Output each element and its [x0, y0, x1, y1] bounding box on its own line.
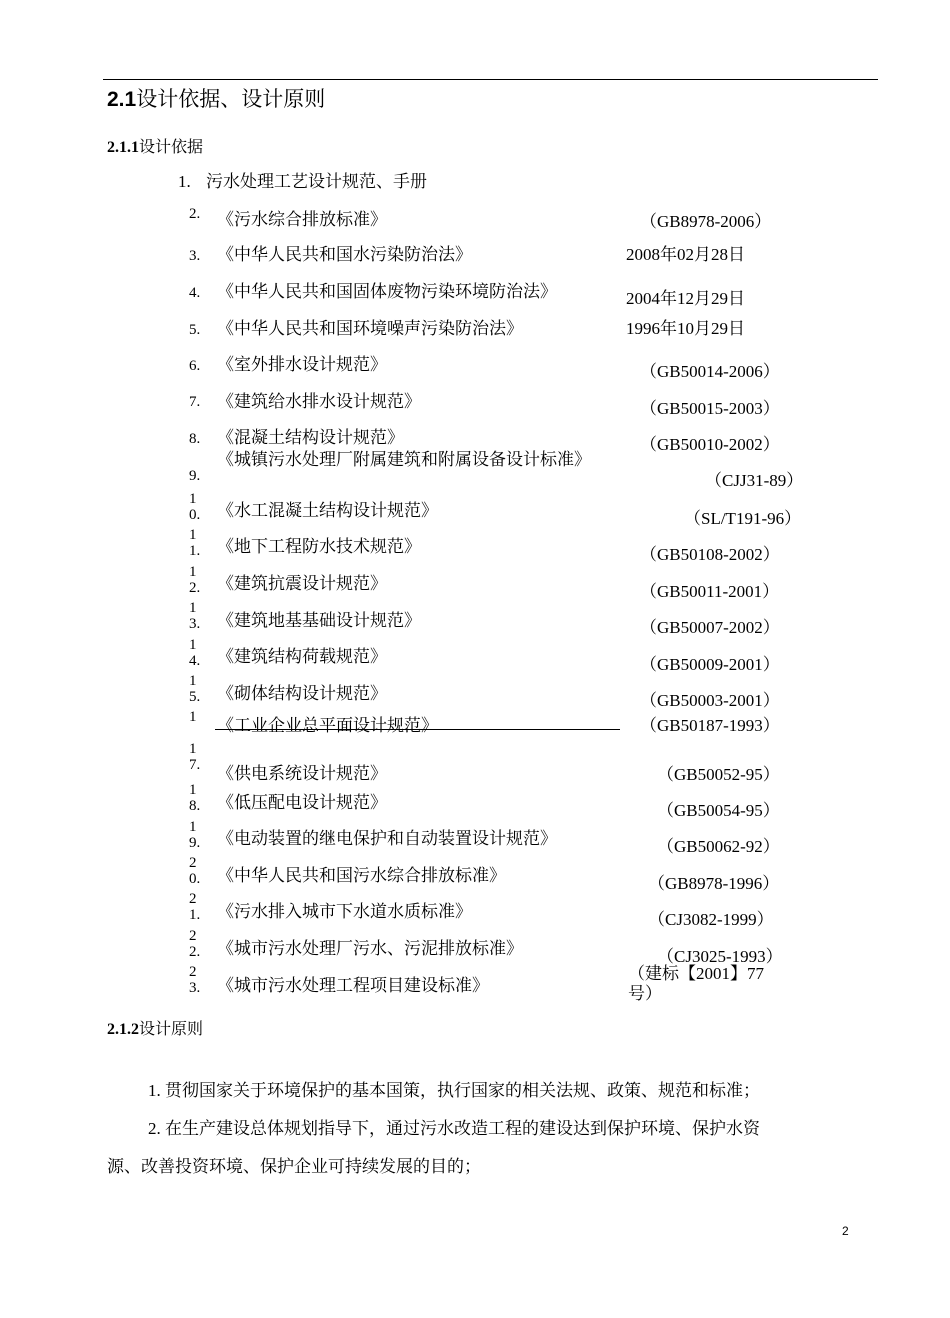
standard-number: 2 3. — [189, 964, 201, 996]
standard-title: 《中华人民共和国环境噪声污染防治法》 — [217, 319, 523, 338]
standard-title: 《室外排水设计规范》 — [217, 355, 387, 374]
standard-number: 8. — [189, 431, 201, 447]
list-item-1: 1. 污水处理工艺设计规范、手册 — [178, 172, 427, 191]
standard-code: （GB50187-1993） — [640, 716, 780, 735]
standard-title: 《城市污水处理厂污水、污泥排放标准》 — [217, 939, 523, 958]
standard-title: 《建筑给水排水设计规范》 — [217, 392, 421, 411]
principle-2-continued: 源、改善投资环境、保护企业可持续发展的目的； — [107, 1157, 481, 1176]
standard-title: 《工业企业总平面设计规范》 — [217, 716, 438, 735]
standard-title: 《污水排入城市下水道水质标准》 — [217, 902, 472, 921]
standard-number: 5. — [189, 322, 201, 338]
standard-title: 《中华人民共和国水污染防治法》 — [217, 245, 472, 264]
standard-number: 1 7. — [189, 741, 201, 773]
standard-title: 《建筑结构荷载规范》 — [217, 647, 387, 666]
standard-number: 1 — [189, 709, 197, 725]
standard-code: （GB50003-2001） — [640, 691, 780, 710]
standard-number: 1 4. — [189, 637, 201, 669]
standard-title: 《城市污水处理工程项目建设标准》 — [217, 976, 489, 995]
standard-title: 《中华人民共和国污水综合排放标准》 — [217, 866, 506, 885]
standard-number: 4. — [189, 285, 201, 301]
standard-number: 3. — [189, 248, 201, 264]
standard-code: （GB50054-95） — [657, 801, 780, 820]
standard-code: 1996年10月29日 — [626, 319, 745, 338]
standard-code: （GB50108-2002） — [640, 545, 780, 564]
standard-title: 《城镇污水处理厂附属建筑和附属设备设计标准》 — [217, 450, 591, 469]
standard-code: （GB50015-2003） — [640, 399, 780, 418]
standard-number: 1 0. — [189, 491, 201, 523]
standard-title: 《供电系统设计规范》 — [217, 764, 387, 783]
page-number: 2 — [842, 1224, 849, 1238]
standard-code: （GB50062-92） — [657, 837, 780, 856]
standard-number: 1 5. — [189, 673, 201, 705]
header-rule — [103, 79, 878, 80]
standard-code: （GB50010-2002） — [640, 435, 780, 454]
standard-number: 7. — [189, 394, 201, 410]
standard-number: 1 9. — [189, 819, 201, 851]
principle-2: 2. 在生产建设总体规划指导下，通过污水改造工程的建设达到保护环境、保护水资 — [148, 1119, 760, 1138]
section-heading-2-1: 2.1设计依据、设计原则 — [107, 87, 326, 111]
standard-code: （GB8978-2006） — [640, 212, 772, 231]
standard-title: 《中华人民共和国固体废物污染环境防治法》 — [217, 282, 557, 301]
standard-number: 6. — [189, 358, 201, 374]
standard-code: 2004年12月29日 — [626, 289, 745, 308]
standard-code: （GB50011-2001） — [640, 582, 780, 601]
subsection-heading-2-1-2: 2.1.2设计原则 — [107, 1021, 204, 1038]
standard-title: 《低压配电设计规范》 — [217, 793, 387, 812]
standard-title: 《地下工程防水技术规范》 — [217, 537, 421, 556]
subsection-heading-2-1-1: 2.1.1设计依据 — [107, 139, 204, 156]
standard-code: （GB50007-2002） — [640, 618, 780, 637]
standard-code: （GB50052-95） — [657, 765, 780, 784]
standard-title: 《电动装置的继电保护和自动装置设计规范》 — [217, 829, 557, 848]
standard-code: （CJ3082-1999） — [648, 910, 774, 929]
standard-number: 9. — [189, 468, 201, 484]
standard-code: （CJ3025-1993） — [657, 947, 783, 966]
standard-title: 《水工混凝土结构设计规范》 — [217, 501, 438, 520]
standard-title: 《建筑地基基础设计规范》 — [217, 611, 421, 630]
standard-number: 2 2. — [189, 928, 201, 960]
standard-title: 《污水综合排放标准》 — [217, 210, 387, 229]
standard-number: 2 0. — [189, 855, 201, 887]
standard-title: 《砌体结构设计规范》 — [217, 684, 387, 703]
underline-rule — [215, 729, 620, 730]
principle-1: 1. 贯彻国家关于环境保护的基本国策，执行国家的相关法规、政策、规范和标准； — [148, 1081, 760, 1100]
standard-number: 1 2. — [189, 564, 201, 596]
standard-code: （CJJ31-89） — [705, 471, 804, 490]
standard-code: （GB8978-1996） — [648, 874, 780, 893]
standard-code: （SL/T191-96） — [684, 509, 802, 528]
standard-number: 2. — [189, 206, 201, 222]
standard-number: 1 3. — [189, 600, 201, 632]
standard-code: 2008年02月28日 — [626, 245, 745, 264]
standard-number: 1 8. — [189, 782, 201, 814]
standard-title: 《建筑抗震设计规范》 — [217, 574, 387, 593]
standard-code: （GB50009-2001） — [640, 655, 780, 674]
standard-code: （建标【2001】77号） — [628, 964, 764, 1003]
standard-code: （GB50014-2006） — [640, 362, 780, 381]
standard-number: 1 1. — [189, 527, 201, 559]
standard-title: 《混凝土结构设计规范》 — [217, 428, 404, 447]
standard-number: 2 1. — [189, 891, 201, 923]
